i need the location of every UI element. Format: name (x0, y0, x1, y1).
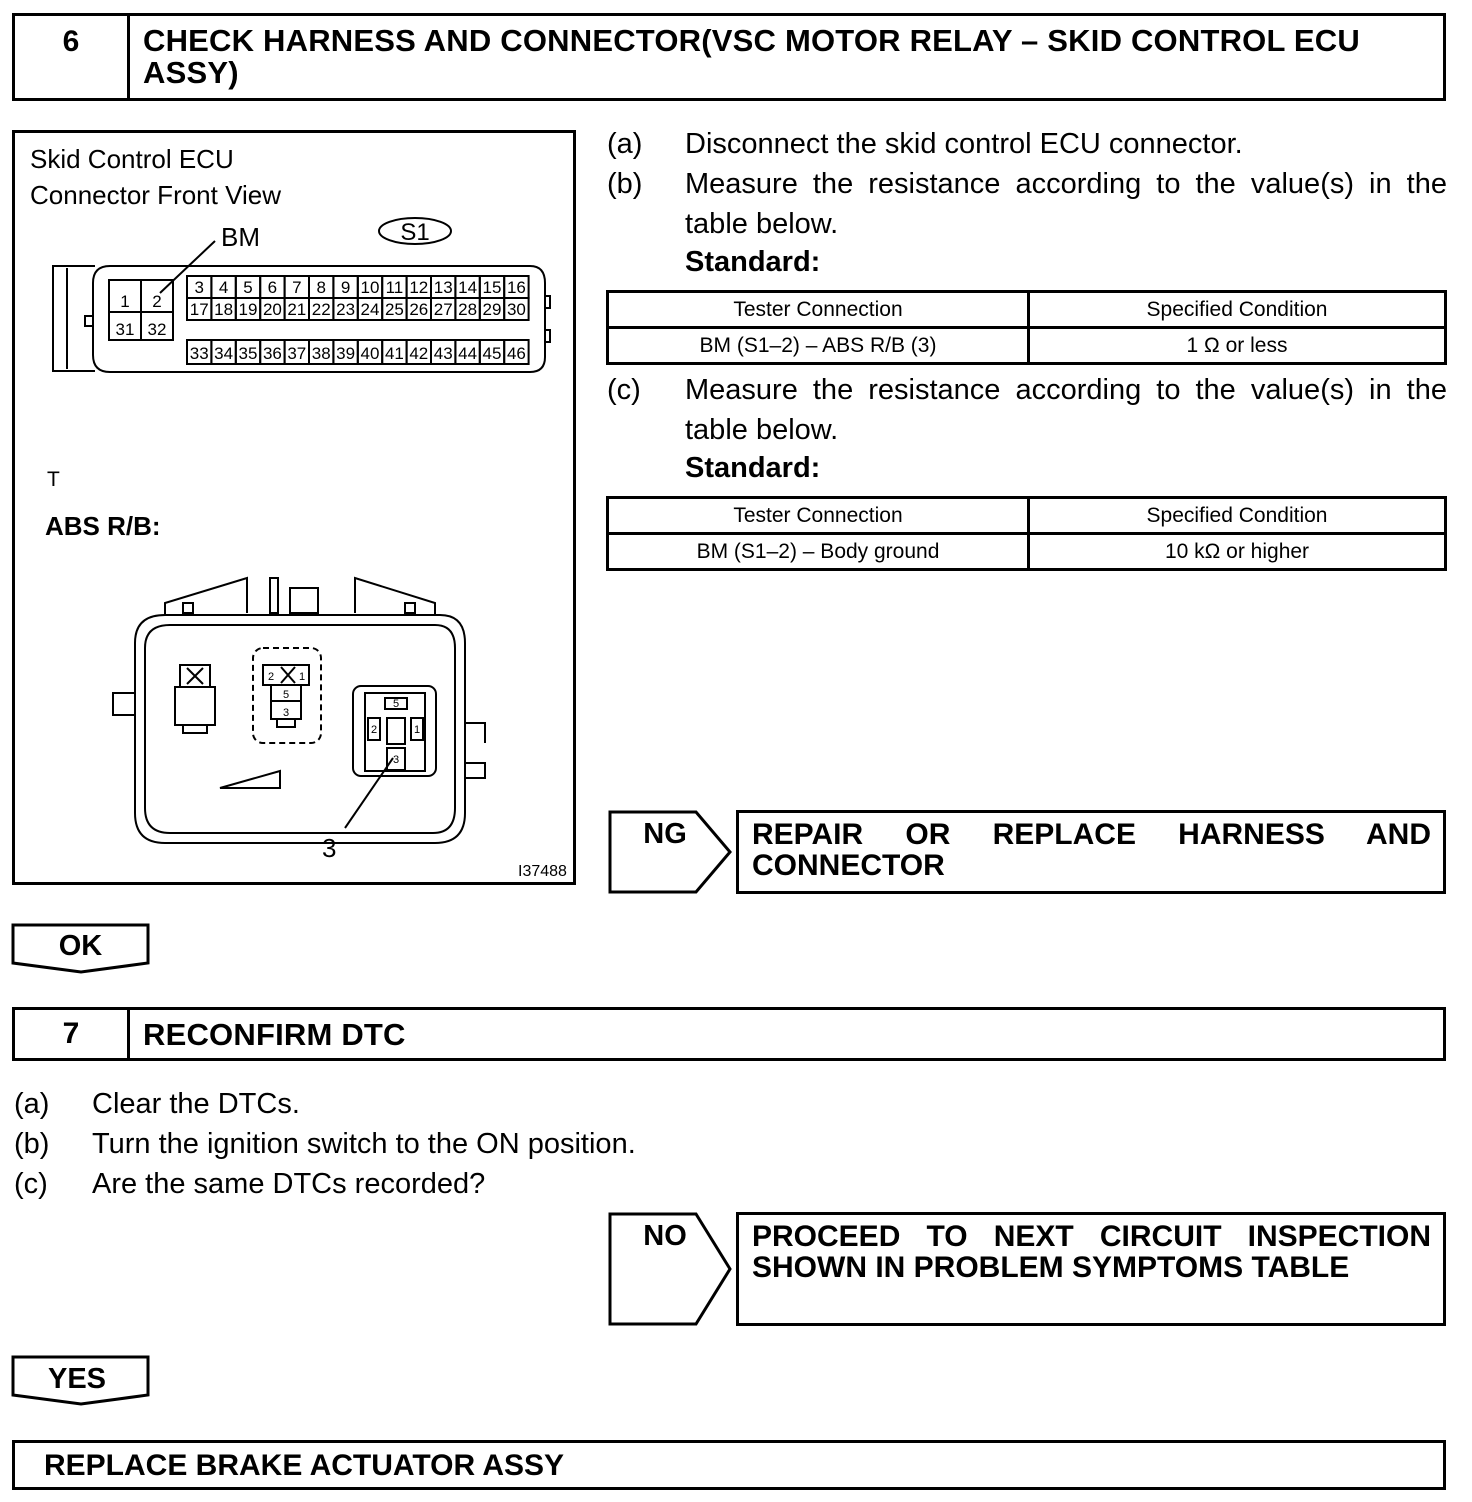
pin-23 (333, 298, 357, 320)
instruction-7b (14, 1124, 814, 1164)
ng-action-box: REPAIR OR REPLACE HARNESS AND CONNECTOR (736, 810, 1446, 894)
pin-40 (358, 340, 382, 364)
relay-pin-number: 2 (370, 724, 378, 736)
step-title: RECONFIRM DTC (143, 1017, 406, 1052)
pin-24 (358, 298, 382, 320)
pin-35 (236, 340, 260, 364)
pin-10 (358, 276, 382, 298)
spec-table-1 (606, 290, 1447, 365)
table-header-cell: Specified Condition (1029, 292, 1446, 328)
pin-number: 40 (360, 344, 380, 363)
table-row (608, 328, 1446, 364)
pin-number: 31 (115, 320, 135, 339)
table-row (608, 534, 1446, 570)
instruction-text: Turn the ignition switch to the ON position. (92, 1128, 636, 1160)
pin-20 (260, 298, 284, 320)
instruction-7a (14, 1084, 814, 1124)
pin-number: 6 (267, 278, 278, 297)
instruction-label: (a) (14, 1088, 50, 1120)
pin-number: 30 (506, 300, 526, 319)
relay-pin-number: 2 (267, 671, 275, 683)
pin-number: 20 (262, 300, 282, 319)
pin-1 (109, 280, 141, 312)
pin-number: 28 (458, 300, 478, 319)
pin-number: 23 (336, 300, 356, 319)
figure-id: I37488 (518, 863, 567, 880)
pin-number: 24 (360, 300, 380, 319)
pin-8 (309, 276, 333, 298)
pin-11 (382, 276, 406, 298)
pin-36 (260, 340, 284, 364)
pin-25 (382, 298, 406, 320)
pin-number: 18 (214, 300, 234, 319)
pin-number: 15 (482, 278, 502, 297)
pin-number: 27 (433, 300, 453, 319)
figure-caption-line2: Connector Front View (30, 180, 281, 210)
abs-rb-drawing (113, 578, 485, 843)
t-label: T (47, 468, 60, 491)
no-tag: NO (643, 1220, 687, 1252)
pin-22 (309, 298, 333, 320)
pin-number: 39 (336, 344, 356, 363)
pin-number: 42 (409, 344, 429, 363)
pin-number: 44 (458, 344, 478, 363)
ng-tag: NG (643, 818, 687, 850)
pin-4 (211, 276, 235, 298)
table-header-cell: Tester Connection (608, 498, 1029, 534)
pin-21 (285, 298, 309, 320)
pin-number: 8 (316, 278, 326, 297)
step-number: 6 (15, 16, 130, 98)
pin-number: 13 (433, 278, 453, 297)
connector-figure (12, 130, 576, 885)
pin-44 (455, 340, 479, 364)
pin-18 (211, 298, 235, 320)
pin-32 (141, 312, 173, 340)
pin-number: 33 (189, 344, 209, 363)
terminal-callout: 3 (322, 833, 337, 863)
pin-number: 11 (385, 278, 404, 297)
step-6-header (12, 13, 1446, 101)
final-action-text: REPLACE BRAKE ACTUATOR ASSY (44, 1449, 565, 1482)
table-header-cell: Tester Connection (608, 292, 1029, 328)
spec-table-2 (606, 496, 1447, 571)
bm-label: BM (221, 222, 260, 252)
pin-number: 14 (458, 278, 478, 297)
pin-43 (431, 340, 455, 364)
relay-pin-number: 5 (392, 698, 400, 710)
pin-9 (333, 276, 357, 298)
pin-28 (455, 298, 479, 320)
pin-14 (455, 276, 479, 298)
s1-tag-text: S1 (400, 219, 430, 246)
pin-37 (285, 340, 309, 364)
relay-pin-number: 1 (298, 671, 306, 683)
pin-number: 35 (238, 344, 258, 363)
table-cell: BM (S1–2) – Body ground (608, 534, 1029, 570)
instruction-6a (607, 124, 1447, 164)
pin-number: 43 (433, 344, 453, 363)
pin-12 (407, 276, 431, 298)
table-header-row (608, 292, 1446, 328)
ok-tag: OK (58, 930, 103, 962)
pin-46 (504, 340, 528, 364)
pin-number: 41 (384, 344, 404, 363)
pin-27 (431, 298, 455, 320)
pin-number: 3 (194, 278, 204, 297)
pin-number: 9 (340, 278, 351, 297)
abs-rb-label: ABS R/B: (45, 511, 161, 541)
pin-34 (211, 340, 235, 364)
table-cell: BM (S1–2) – ABS R/B (3) (608, 328, 1029, 364)
pin-number: 36 (262, 344, 282, 363)
pin-number: 21 (287, 300, 307, 319)
pin-number: 38 (311, 344, 331, 363)
pin-6 (260, 276, 284, 298)
instruction-label: (c) (14, 1168, 48, 1200)
pin-number: 26 (409, 300, 429, 319)
instruction-6b (607, 164, 1447, 244)
no-action-box: PROCEED TO NEXT CIRCUIT INSPECTION SHOWN IN PROBLEM SYMPTOMS TABLE (736, 1212, 1446, 1326)
pin-45 (480, 340, 504, 364)
standard-label-1: Standard: (685, 246, 821, 278)
pin-29 (480, 298, 504, 320)
pin-5 (236, 276, 260, 298)
relay-pin-number: 3 (392, 754, 400, 766)
instruction-text: Clear the DTCs. (92, 1088, 300, 1120)
pin-15 (480, 276, 504, 298)
pin-number: 37 (287, 344, 307, 363)
pin-number: 5 (243, 278, 253, 297)
pin-number: 19 (238, 300, 258, 319)
pin-33 (187, 340, 211, 364)
pin-42 (407, 340, 431, 364)
pin-number: 10 (360, 278, 380, 297)
instruction-label: (c) (607, 374, 641, 406)
pin-16 (504, 276, 528, 298)
connector-drawing (15, 133, 573, 882)
pin-number: 2 (152, 292, 162, 311)
instruction-text: Measure the resistance according to the value(s) in the table below. (685, 374, 1447, 446)
pin-number: 4 (218, 278, 229, 297)
relay-pin-number: 3 (282, 707, 290, 719)
pin-number: 25 (384, 300, 404, 319)
pin-30 (504, 298, 528, 320)
pin-number: 34 (214, 344, 234, 363)
step-title: CHECK HARNESS AND CONNECTOR(VSC MOTOR RELAY – SKID CONTROL ECU ASSY) (143, 23, 1360, 90)
pin-number: 45 (482, 344, 502, 363)
pin-38 (309, 340, 333, 364)
instruction-text: Measure the resistance according to the value(s) in the table below. (685, 168, 1447, 240)
pin-number: 16 (506, 278, 526, 297)
pin-17 (187, 298, 211, 320)
table-cell: 10 kΩ or higher (1029, 534, 1446, 570)
table-header-row (608, 498, 1446, 534)
instruction-label: (b) (14, 1128, 50, 1160)
instruction-text: Disconnect the skid control ECU connector. (685, 128, 1243, 160)
pin-31 (109, 312, 141, 340)
final-action-box (12, 1440, 1446, 1490)
table-cell: 1 Ω or less (1029, 328, 1446, 364)
pin-3 (187, 276, 211, 298)
pin-number: 32 (147, 320, 167, 339)
pin-39 (333, 340, 357, 364)
instruction-label: (a) (607, 128, 643, 160)
table-header-cell: Specified Condition (1029, 498, 1446, 534)
step-7-header (12, 1007, 1446, 1061)
pin-7 (285, 276, 309, 298)
pin-13 (431, 276, 455, 298)
step-number: 7 (15, 1010, 130, 1058)
yes-tag: YES (47, 1363, 107, 1395)
pin-number: 22 (311, 300, 331, 319)
instruction-text: Are the same DTCs recorded? (92, 1168, 486, 1200)
relay-pin-number: 1 (413, 724, 421, 736)
relay-pin-number: 5 (282, 689, 290, 701)
pin-41 (382, 340, 406, 364)
pin-26 (407, 298, 431, 320)
pin-number: 12 (409, 278, 429, 297)
instruction-6c (607, 370, 1447, 450)
instruction-7c (14, 1164, 814, 1204)
pin-number: 1 (120, 292, 130, 311)
pin-19 (236, 298, 260, 320)
pin-number: 7 (292, 278, 302, 297)
pin-number: 46 (506, 344, 526, 363)
standard-label-2: Standard: (685, 452, 821, 484)
pin-number: 17 (189, 300, 209, 319)
figure-caption-line1: Skid Control ECU (30, 144, 234, 174)
pin-number: 29 (482, 300, 502, 319)
ecu-pin-groups (109, 276, 529, 364)
instruction-label: (b) (607, 168, 643, 200)
